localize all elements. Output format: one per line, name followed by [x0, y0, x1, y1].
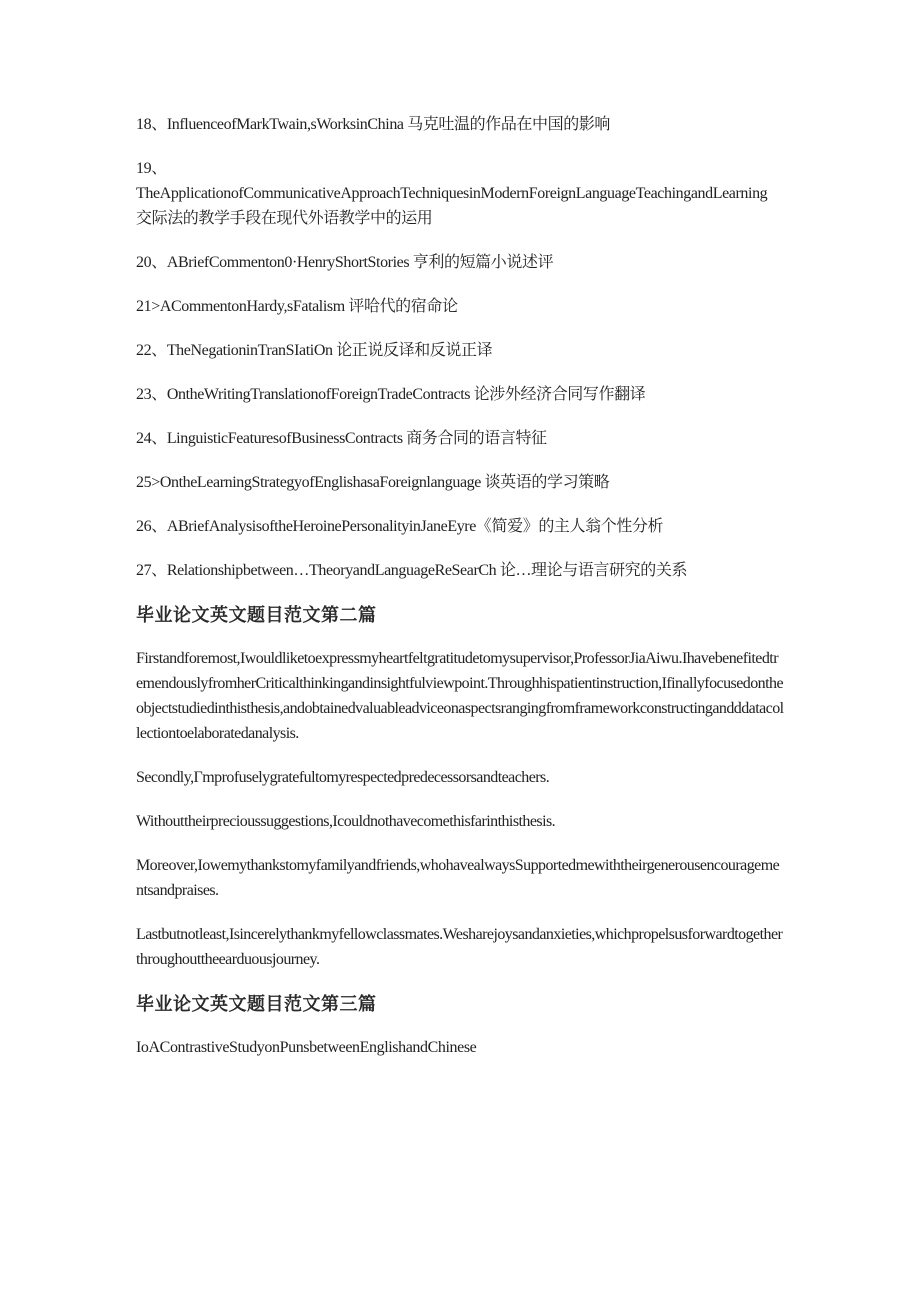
acknowledgement-paragraph: Firstandforemost,Iwouldliketoexpressmyheartfeltgratitudetomysupervisor,ProfessorJiaAiwu.IhavebenefitedtremendouslyfromherCriticalthinkingandinsightfulviewpoint.Throughhispatientinstruction,Ifinallyfocusedontheobjectstudiedinthisthesis,andobtainedvaluableadviceonaspectsrangingfromframeworkconstructingandddatacollectiontoelaboratedanalysis.	[136, 650, 784, 742]
reference-item-25	[136, 470, 784, 495]
reference-item-20	[136, 250, 784, 275]
reference-number: 20、	[136, 254, 167, 271]
reference-item-19	[136, 156, 784, 231]
document-page	[136, 112, 784, 1079]
reference-text: TheApplicationofCommunicativeApproachTechniquesinModernForeignLanguageTeachingandLearning 交际法的教学手段在现代外语教学中的运用	[136, 185, 768, 227]
reference-item-26	[136, 514, 784, 539]
reference-item-18	[136, 112, 784, 137]
reference-number: 18、	[136, 116, 167, 133]
reference-number: 24、	[136, 430, 167, 447]
reference-text: InfluenceofMarkTwain,sWorksinChina 马克吐温的作品在中国的影响	[166, 116, 611, 133]
reference-number: 23、	[136, 386, 167, 403]
reference-number: 26、	[136, 518, 167, 535]
section-three-first-line: IoAContrastiveStudyonPunsbetweenEnglishandChinese	[136, 1039, 477, 1056]
acknowledgement-paragraph: Withouttheirprecioussuggestions,Icouldnothavecomethisfarinthisthesis.	[136, 813, 556, 830]
reference-number: 19、	[136, 160, 167, 177]
section-heading-second: 毕业论文英文题目范文第二篇	[136, 605, 377, 625]
reference-text: TheNegationinTranSIatiOn 论正说反译和反说正译	[166, 342, 493, 359]
reference-text: Relationshipbetween…TheoryandLanguageReSearCh 论…理论与语言研究的关系	[166, 562, 688, 579]
acknowledgement-paragraph: Secondly,Γmprofuselygratefultomyrespectedpredecessorsandteachers.	[136, 769, 550, 786]
reference-number: 27、	[136, 562, 167, 579]
reference-text: OntheWritingTranslationofForeignTradeContracts 论涉外经济合同写作翻译	[166, 386, 646, 403]
section-heading-third: 毕业论文英文题目范文第三篇	[136, 994, 377, 1014]
reference-number: 22、	[136, 342, 167, 359]
reference-text: OntheLearningStrategyofEnglishasaForeignlanguage 谈英语的学习策略	[159, 474, 610, 491]
reference-number: 21>	[136, 298, 160, 315]
reference-item-21	[136, 294, 784, 319]
acknowledgement-body	[136, 646, 784, 972]
reference-text: ABriefAnalysisoftheHeroinePersonalityinJaneEyre《简爱》的主人翁个性分析	[166, 518, 664, 535]
reference-item-24	[136, 426, 784, 451]
reference-text: LinguisticFeaturesofBusinessContracts 商务合同的语言特征	[166, 430, 547, 447]
acknowledgement-paragraph: Lastbutnotleast,Isincerelythankmyfellowclassmates.Wesharejoysandanxieties,whichpropelsusforwardtogetherthroughouttheearduousjourney.	[136, 926, 783, 968]
reference-text: ABriefCommenton0·HenryShortStories 亨利的短篇小说述评	[166, 254, 554, 271]
reference-item-23	[136, 382, 784, 407]
reference-text: ACommentonHardy,sFatalism 评哈代的宿命论	[159, 298, 458, 315]
reference-item-22	[136, 338, 784, 363]
reference-list	[136, 112, 784, 583]
acknowledgement-paragraph: Moreover,Iowemythankstomyfamilyandfriends,whohavealwaysSupportedmewiththeirgenerousencouragementsandpraises.	[136, 857, 780, 899]
reference-item-27	[136, 558, 784, 583]
reference-number: 25>	[136, 474, 160, 491]
